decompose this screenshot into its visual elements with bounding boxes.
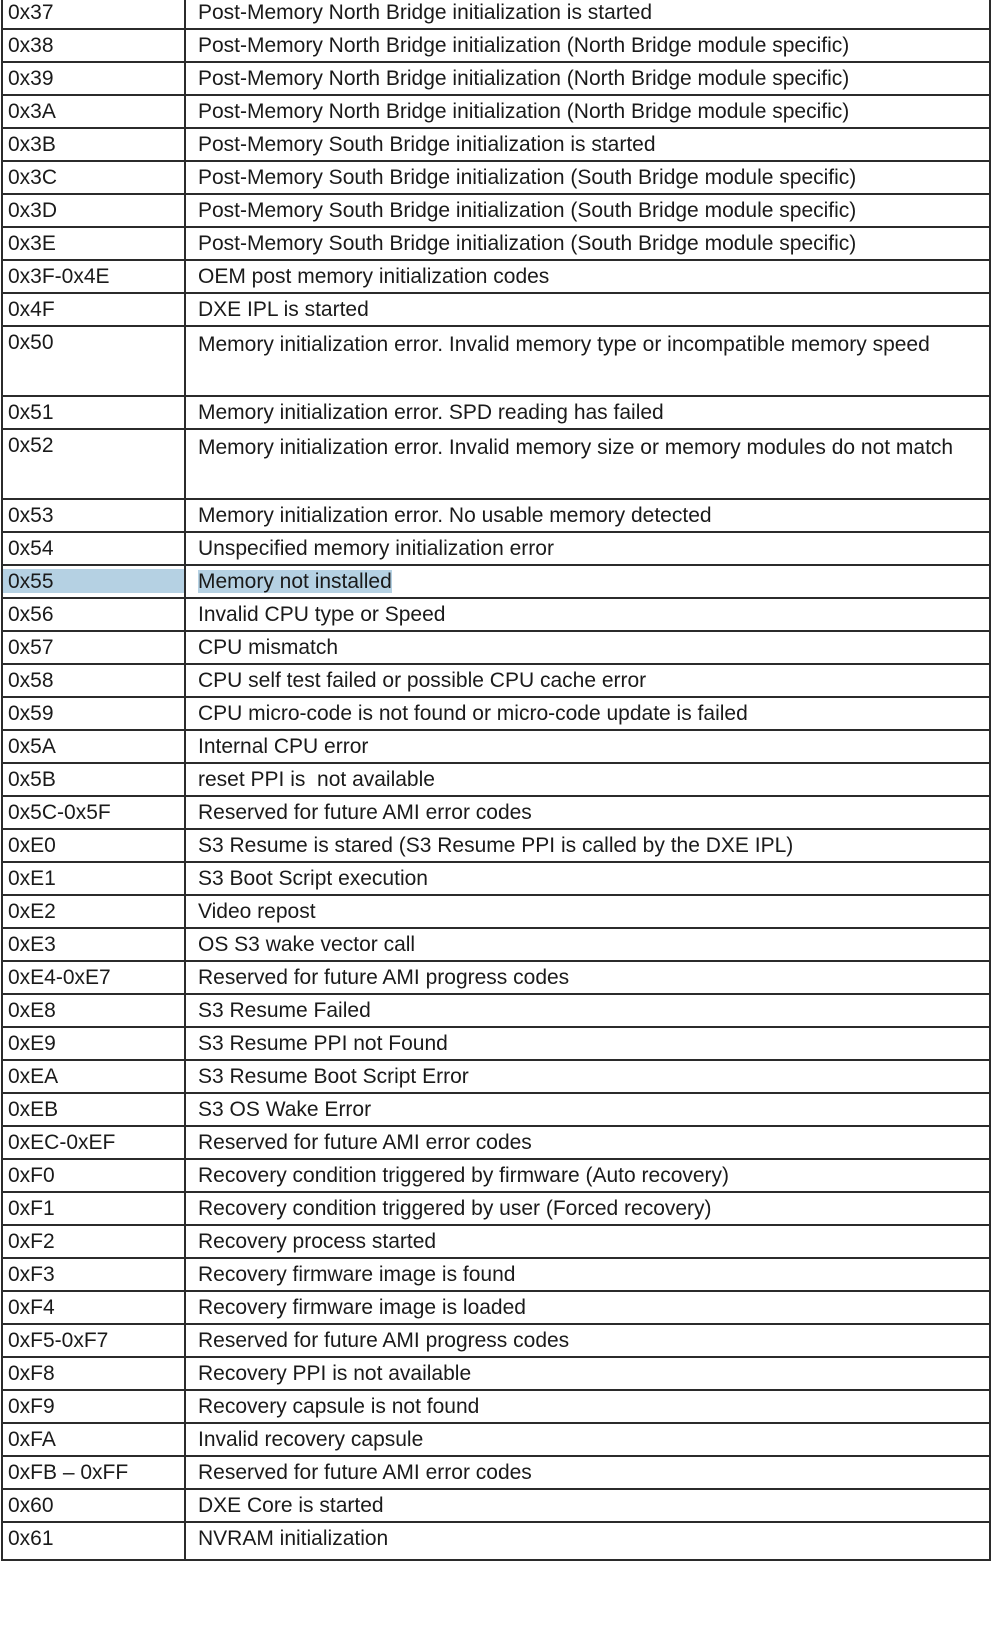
table-row [2, 928, 990, 961]
table-row [2, 829, 990, 862]
table-row [2, 499, 990, 532]
table-row [2, 532, 990, 565]
table-row [2, 895, 990, 928]
description-cell: Post-Memory North Bridge initialization (North Bridge module specific) [185, 29, 990, 62]
description-cell: DXE Core is started [185, 1489, 990, 1522]
table-row [2, 631, 990, 664]
code-cell: 0xFB – 0xFF [2, 1456, 185, 1489]
description-cell: reset PPI is not available [185, 763, 990, 796]
description-cell: S3 Boot Script execution [185, 862, 990, 895]
table-row [2, 730, 990, 763]
table-row [2, 862, 990, 895]
description-cell: Reserved for future AMI error codes [185, 1456, 990, 1489]
description-cell: Memory initialization error. Invalid memory type or incompatible memory speed [185, 326, 990, 396]
table-row [2, 161, 990, 194]
description-cell: Reserved for future AMI progress codes [185, 961, 990, 994]
table-row [2, 994, 990, 1027]
table-row [2, 1390, 990, 1423]
description-cell: S3 Resume Boot Script Error [185, 1060, 990, 1093]
table-row [2, 194, 990, 227]
code-cell: 0xE8 [2, 994, 185, 1027]
code-cell: 0x4F [2, 293, 185, 326]
description-cell: Recovery condition triggered by user (Forced recovery) [185, 1192, 990, 1225]
code-cell: 0xE1 [2, 862, 185, 895]
selected-text: Memory not installed [198, 570, 392, 593]
code-cell: 0xF1 [2, 1192, 185, 1225]
table-row [2, 95, 990, 128]
code-cell: 0x3A [2, 95, 185, 128]
code-cell: 0x3E [2, 227, 185, 260]
code-cell: 0x56 [2, 598, 185, 631]
description-cell: Internal CPU error [185, 730, 990, 763]
code-cell: 0x5A [2, 730, 185, 763]
table-row [2, 1027, 990, 1060]
code-cell: 0xE4-0xE7 [2, 961, 185, 994]
code-cell: 0xF8 [2, 1357, 185, 1390]
table-row [2, 1225, 990, 1258]
table-row [2, 1489, 990, 1522]
code-cell: 0xF5-0xF7 [2, 1324, 185, 1357]
selected-table-row [2, 565, 990, 598]
table-row [2, 1258, 990, 1291]
description-cell: S3 Resume Failed [185, 994, 990, 1027]
table-row [2, 1522, 990, 1560]
table-row [2, 227, 990, 260]
table-row [2, 1159, 990, 1192]
description-cell: Recovery firmware image is found [185, 1258, 990, 1291]
code-cell: 0xF3 [2, 1258, 185, 1291]
code-cell: 0xFA [2, 1423, 185, 1456]
description-cell: Invalid recovery capsule [185, 1423, 990, 1456]
description-cell: Memory initialization error. SPD reading has failed [185, 396, 990, 429]
table-row [2, 0, 990, 29]
description-cell: Post-Memory South Bridge initialization (South Bridge module specific) [185, 161, 990, 194]
post-code-table [1, 0, 991, 1561]
description-cell: Reserved for future AMI error codes [185, 796, 990, 829]
description-cell: Post-Memory North Bridge initialization is started [185, 0, 990, 29]
description-cell: CPU mismatch [185, 631, 990, 664]
code-cell: 0x59 [2, 697, 185, 730]
table-row [2, 1192, 990, 1225]
table-row [2, 763, 990, 796]
table-row [2, 326, 990, 396]
description-cell: Video repost [185, 895, 990, 928]
description-cell: Recovery capsule is not found [185, 1390, 990, 1423]
code-cell: 0x38 [2, 29, 185, 62]
description-cell: Invalid CPU type or Speed [185, 598, 990, 631]
table-row [2, 1456, 990, 1489]
code-cell: 0x53 [2, 499, 185, 532]
description-cell: S3 Resume is stared (S3 Resume PPI is called by the DXE IPL) [185, 829, 990, 862]
code-cell: 0xEA [2, 1060, 185, 1093]
table-row [2, 796, 990, 829]
code-cell: 0xEC-0xEF [2, 1126, 185, 1159]
description-cell: NVRAM initialization [185, 1522, 990, 1560]
table-row [2, 1126, 990, 1159]
code-cell: 0xF9 [2, 1390, 185, 1423]
description-cell: Memory initialization error. Invalid memory size or memory modules do not match [185, 429, 990, 499]
table-row [2, 128, 990, 161]
description-cell: CPU micro-code is not found or micro-code update is failed [185, 697, 990, 730]
code-cell: 0x55 [2, 565, 185, 598]
table-row [2, 1093, 990, 1126]
code-cell: 0xE2 [2, 895, 185, 928]
description-cell: Post-Memory North Bridge initialization (North Bridge module specific) [185, 62, 990, 95]
code-cell: 0x5B [2, 763, 185, 796]
code-cell: 0x61 [2, 1522, 185, 1560]
code-cell: 0xF0 [2, 1159, 185, 1192]
table-row [2, 1423, 990, 1456]
description-cell: OS S3 wake vector call [185, 928, 990, 961]
code-cell: 0x3D [2, 194, 185, 227]
description-cell: Unspecified memory initialization error [185, 532, 990, 565]
description-cell: Recovery condition triggered by firmware (Auto recovery) [185, 1159, 990, 1192]
table-row [2, 429, 990, 499]
table-row [2, 62, 990, 95]
code-cell: 0x3F-0x4E [2, 260, 185, 293]
table-row [2, 29, 990, 62]
description-cell: Post-Memory South Bridge initialization (South Bridge module specific) [185, 194, 990, 227]
description-cell: Reserved for future AMI progress codes [185, 1324, 990, 1357]
description-cell: S3 OS Wake Error [185, 1093, 990, 1126]
code-cell: 0xE0 [2, 829, 185, 862]
table-row [2, 1357, 990, 1390]
code-cell: 0xEB [2, 1093, 185, 1126]
description-cell: Post-Memory South Bridge initialization (South Bridge module specific) [185, 227, 990, 260]
table-row [2, 396, 990, 429]
description-cell: Recovery process started [185, 1225, 990, 1258]
description-cell: Recovery firmware image is loaded [185, 1291, 990, 1324]
code-cell: 0x5C-0x5F [2, 796, 185, 829]
code-cell: 0xF2 [2, 1225, 185, 1258]
description-cell: S3 Resume PPI not Found [185, 1027, 990, 1060]
post-code-table-body [2, 0, 990, 1560]
table-row [2, 697, 990, 730]
code-cell: 0x50 [2, 326, 185, 396]
code-cell: 0x37 [2, 0, 185, 29]
description-cell: Post-Memory South Bridge initialization is started [185, 128, 990, 161]
table-row [2, 961, 990, 994]
table-row [2, 1060, 990, 1093]
description-cell: OEM post memory initialization codes [185, 260, 990, 293]
table-row [2, 664, 990, 697]
code-cell: 0xF4 [2, 1291, 185, 1324]
description-cell: DXE IPL is started [185, 293, 990, 326]
code-cell: 0xE9 [2, 1027, 185, 1060]
code-cell: 0x54 [2, 532, 185, 565]
description-cell: Reserved for future AMI error codes [185, 1126, 990, 1159]
description-cell: Recovery PPI is not available [185, 1357, 990, 1390]
table-row [2, 598, 990, 631]
description-cell: CPU self test failed or possible CPU cache error [185, 664, 990, 697]
table-row [2, 260, 990, 293]
table-row [2, 293, 990, 326]
code-cell: 0x3B [2, 128, 185, 161]
code-cell: 0x52 [2, 429, 185, 499]
table-row [2, 1324, 990, 1357]
code-cell: 0x58 [2, 664, 185, 697]
description-cell [185, 565, 990, 598]
code-cell: 0x57 [2, 631, 185, 664]
code-cell: 0x3C [2, 161, 185, 194]
table-row [2, 1291, 990, 1324]
code-cell: 0x51 [2, 396, 185, 429]
description-cell: Memory initialization error. No usable memory detected [185, 499, 990, 532]
description-cell: Post-Memory North Bridge initialization (North Bridge module specific) [185, 95, 990, 128]
code-cell: 0xE3 [2, 928, 185, 961]
code-cell: 0x39 [2, 62, 185, 95]
code-cell: 0x60 [2, 1489, 185, 1522]
